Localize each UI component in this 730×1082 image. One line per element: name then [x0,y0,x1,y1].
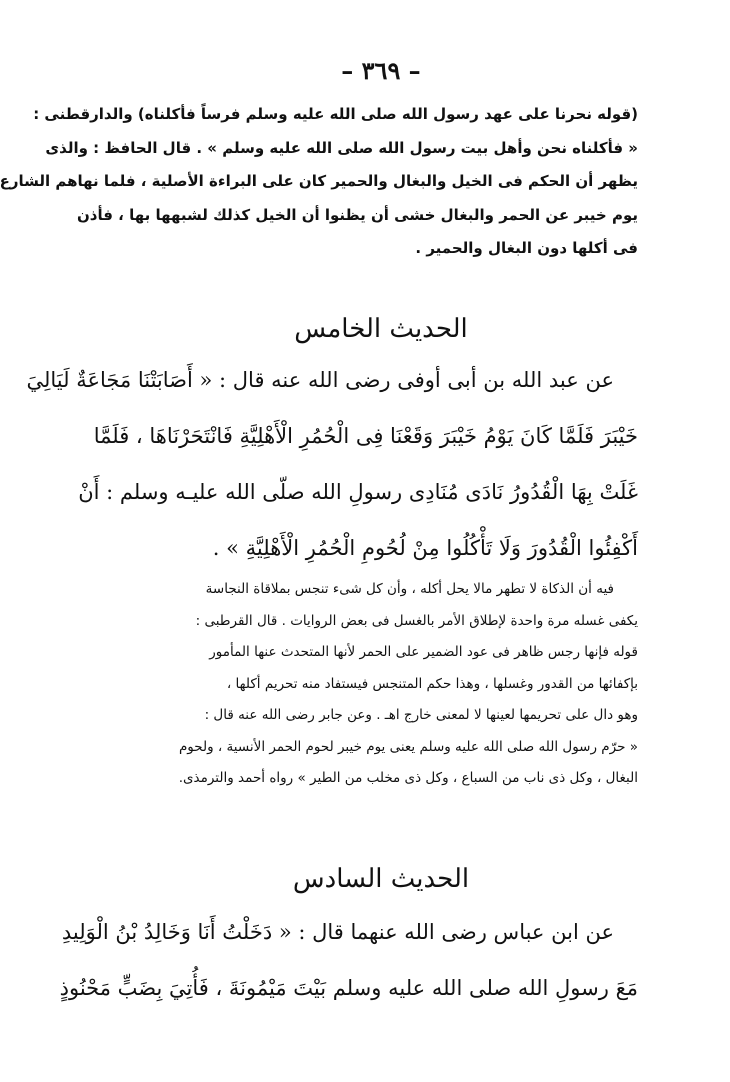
commentary-line: فيه أن الذكاة لا تطهر مالا يحل أكله ، وأن كل شىء تنجس بملاقاة النجاسة [205,581,614,597]
commentary-line: « حرّم رسول الله صلى الله عليه وسلم يعنى يوم خيبر لحوم الحمر الأنسية ، ولحوم [178,738,638,755]
intro-line: (قوله نحرنا على عهد رسول الله صلى الله عليه وسلم فرساً فأكلناه) والدارقطنى : [33,105,638,123]
commentary-line: وهو دال على تحريمها لعينها لا لمعنى خارج اهـ . وعن جابر رضى الله عنه قال : [204,707,638,723]
commentary-line: بإكفائها من القدور وغسلها ، وهذا حكم المتنجس فيستفاد منه تحريم أكلها ، [226,675,638,692]
hadith-line: عن عبد الله بن أبى أوفى رضى الله عنه قال : « أَصَابَتْنَا مَجَاعَةٌ لَيَالِيَ [26,368,614,392]
intro-paragraph [0,98,638,266]
hadith-5-text [26,352,638,576]
page-number: – ٣٦٩ – [341,56,421,85]
hadith-6-text [59,904,638,1016]
commentary-line: يكفى غسله مرة واحدة لإطلاق الأمر بالغسل فى بعض الروايات . قال القرطبى : [195,612,638,629]
hadith-line: خَيْبَرَ فَلَمَّا كَانَ يَوْمُ خَيْبَرَ وَقَعْنَا فِى الْحُمُرِ الْأَهْلِيَّةِ فَانْتَحَرْنَاهَا ، فَلَمَّا [93,424,638,448]
section-heading-hadith-6: الحديث السادس [292,864,470,894]
hadith-line: عن ابن عباس رضى الله عنهما قال : « دَخَلْتُ أَنَا وَخَالِدُ بْنُ الْوَلِيدِ [61,920,614,944]
intro-line: فى أكلها دون البغال والحمير . [415,239,638,257]
hadith-line: غَلَتْ بِهَا الْقُدُورُ نَادَى مُنَادِى رسولِ الله صلّى الله عليـه وسلم : أَنْ [78,480,638,504]
commentary-line: قوله فإنها رجس ظاهر فى عود الضمير على الحمر لأنها المتحدث عنها المأمور [209,644,638,660]
intro-line: « فأكلناه نحن وأهل بيت رسول الله صلى الله عليه وسلم » . قال الحافظ : والذى [45,138,638,157]
section-heading-hadith-5: الحديث الخامس [294,314,468,344]
hadith-5-commentary [128,574,638,795]
commentary-line: البغال ، وكل ذى ناب من السباع ، وكل ذى مخلب من الطير » رواه أحمد والترمذى. [178,770,638,786]
hadith-line: مَعَ رسولِ الله صلى الله عليه وسلم بَيْتَ مَيْمُونَةَ ، فَأُتِيَ بِضَبٍّ مَحْنُوذٍ [59,976,638,1000]
hadith-line: أَكْفِئُوا الْقُدُورَ وَلَا تَأْكُلُوا مِنْ لُحُومِ الْحُمُرِ الْأَهْلِيَّةِ » . [212,536,638,560]
intro-line: يوم خيبر عن الحمر والبغال خشى أن يظنوا أن الخيل كذلك لشبهها بها ، فأذن [77,205,638,224]
intro-line: يظهر أن الحكم فى الخيل والبغال والحمير كان على البراءة الأصلية ، فلما نهاهم الشارع [0,172,638,190]
